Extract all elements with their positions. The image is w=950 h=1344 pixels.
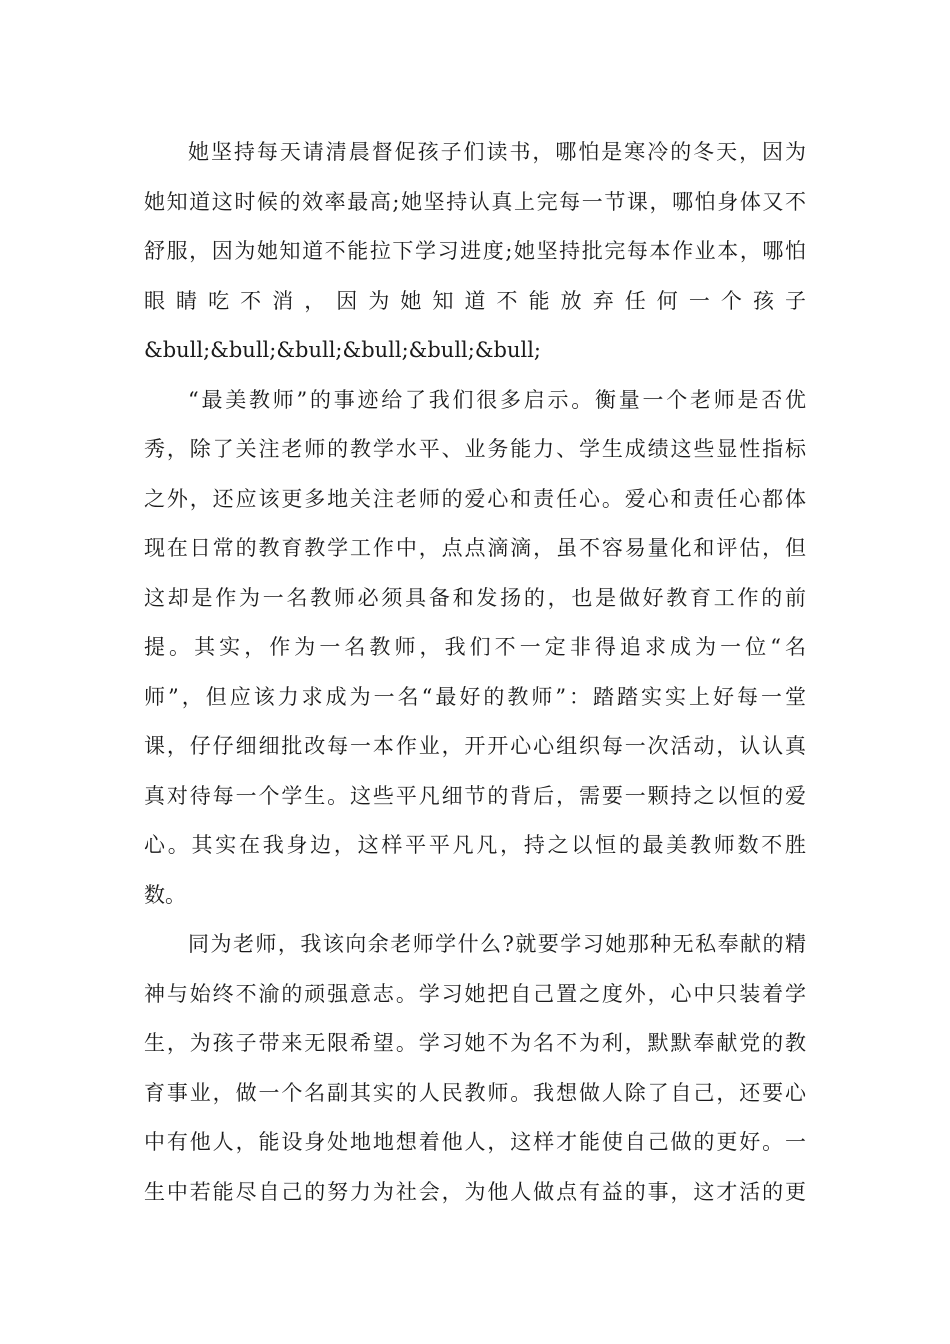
paragraph-2-line-3: 之外，还应该更多地关注老师的爱心和责任心。爱心和责任心都体 (144, 486, 806, 511)
paragraph-1-line-2: 她知道这时候的效率最高;她坚持认真上完每一节课，哪怕身体又不 (144, 189, 806, 214)
paragraph-3-line-5: 中有他人，能设身处地地想着他人，这样才能使自己做的更好。一 (144, 1130, 806, 1154)
paragraph-1-line-1: 她坚持每天请清晨督促孩子们读书，哪怕是寒冷的冬天，因为 (188, 140, 806, 164)
paragraph-1-line-4: 眼睛吃不消，因为她知道不能放弃任何一个孩子 (144, 288, 806, 313)
paragraph-3-line-2: 神与始终不渝的顽强意志。学习她把自己置之度外，心中只装着学 (144, 981, 806, 1006)
paragraph-2-line-6: 提。其实，作为一名教师，我们不一定非得追求成为一位“名 (144, 635, 806, 659)
paragraph-2-line-11: 数。 (144, 882, 186, 907)
paragraph-2-line-8: 课，仔仔细细批改每一本作业，开开心心组织每一次活动，认认真 (144, 734, 806, 758)
paragraph-2-line-10: 心。其实在我身边，这样平平凡凡，持之以恒的最美教师数不胜 (144, 833, 806, 857)
paragraph-2-line-5: 这却是作为一名教师必须具备和发扬的，也是做好教育工作的前 (144, 585, 806, 610)
paragraph-3-line-1: 同为老师，我该向余老师学什么?就要学习她那种无私奉献的精 (188, 932, 806, 956)
paragraph-2-line-9: 真对待每一个学生。这些平凡细节的背后，需要一颗持之以恒的爱 (144, 783, 806, 808)
body-text (144, 128, 806, 1217)
paragraph-2-line-4: 现在日常的教育教学工作中，点点滴滴，虽不容易量化和评估，但 (144, 536, 806, 560)
paragraph-2-line-1: “最美教师”的事迹给了我们很多启示。衡量一个老师是否优 (188, 387, 806, 412)
paragraph-3-line-3: 生，为孩子带来无限希望。学习她不为名不为利，默默奉献党的教 (144, 1031, 806, 1055)
paragraph-1-line-3: 舒服，因为她知道不能拉下学习进度;她坚持批完每本作业本，哪怕 (144, 239, 806, 263)
paragraph-2-line-7: 师”，但应该力求成为一名“最好的教师”：踏踏实实上好每一堂 (144, 684, 806, 709)
paragraph-1-line-5: &bull;&bull;&bull;&bull;&bull;&bull; (144, 338, 542, 362)
paragraph-3-line-6: 生中若能尽自己的努力为社会，为他人做点有益的事，这才活的更 (144, 1179, 806, 1204)
paragraph-3-line-4: 育事业，做一个名副其实的人民教师。我想做人除了自己，还要心 (144, 1080, 806, 1105)
paragraph-2-line-2: 秀，除了关注老师的教学水平、业务能力、学生成绩这些显性指标 (144, 437, 806, 461)
